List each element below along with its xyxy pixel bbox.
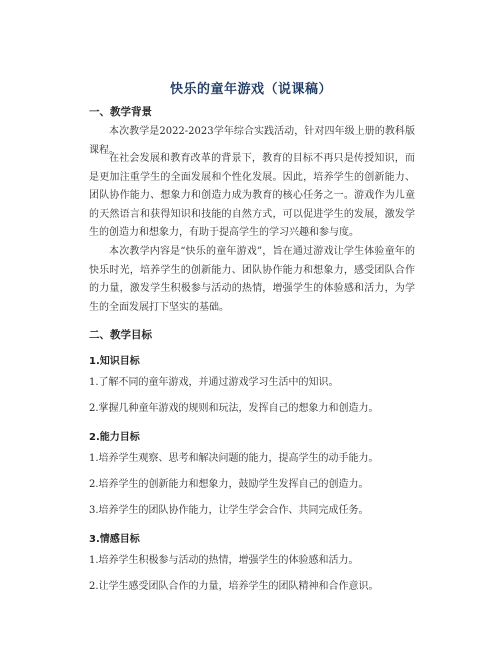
list-item: 1.培养学生观察、思考和解决问题的能力，提高学生的动手能力。 bbox=[89, 453, 379, 464]
paragraph-content: 本次教学内容是“快乐的童年游戏”，旨在通过游戏让学生体验童年的快乐时光，培养学生的创新能力、团队协作能力和想象力，感受团队合作的力量，激发学生积极参与活动的热情，增强学生的体验感和活力，为学生的全面发展打下坚实的基础。 bbox=[89, 246, 415, 313]
list-item: 3.培养学生的团队协作能力，让学生学会合作、共同完成任务。 bbox=[89, 505, 369, 516]
list-item: 2.掌握几种童年游戏的规则和玩法，发挥自己的想象力和创造力。 bbox=[89, 403, 379, 414]
list-item: 2.培养学生的创新能力和想象力，鼓励学生发挥自己的创造力。 bbox=[89, 479, 369, 490]
paragraph-background: 在社会发展和教育改革的背景下，教育的目标不再只是传授知识，而是更加注重学生的全面发展和个性化发展。因此，培养学生的创新能力、团队协作能力、想象力和创造力成为教育的核心任务之一。游戏作为儿童的天然语言和获得知识和技能的自然方式，可以促进学生的发展，激发学生的创造力和想象力，有助于提高学生的学习兴趣和参与度。 bbox=[89, 153, 415, 239]
section-heading-background: 一、教学背景 bbox=[89, 106, 152, 118]
list-item: 1.了解不同的童年游戏，并通过游戏学习生活中的知识。 bbox=[89, 377, 339, 388]
subheading-emotion: 3.情感目标 bbox=[89, 534, 140, 545]
list-item: 1.培养学生积极参与活动的热情，增强学生的体验感和活力。 bbox=[89, 555, 359, 566]
list-item: 2.让学生感受团队合作的力量，培养学生的团队精神和合作意识。 bbox=[89, 581, 379, 592]
paragraph-intro: 本次教学是2022-2023学年综合实践活动，针对四年级上册的教科版课程。 bbox=[89, 126, 415, 156]
section-heading-objectives: 二、教学目标 bbox=[89, 329, 152, 341]
subheading-ability: 2.能力目标 bbox=[89, 432, 140, 443]
document-title: 快乐的童年游戏（说课稿） bbox=[169, 82, 332, 97]
subheading-knowledge: 1.知识目标 bbox=[89, 356, 140, 367]
